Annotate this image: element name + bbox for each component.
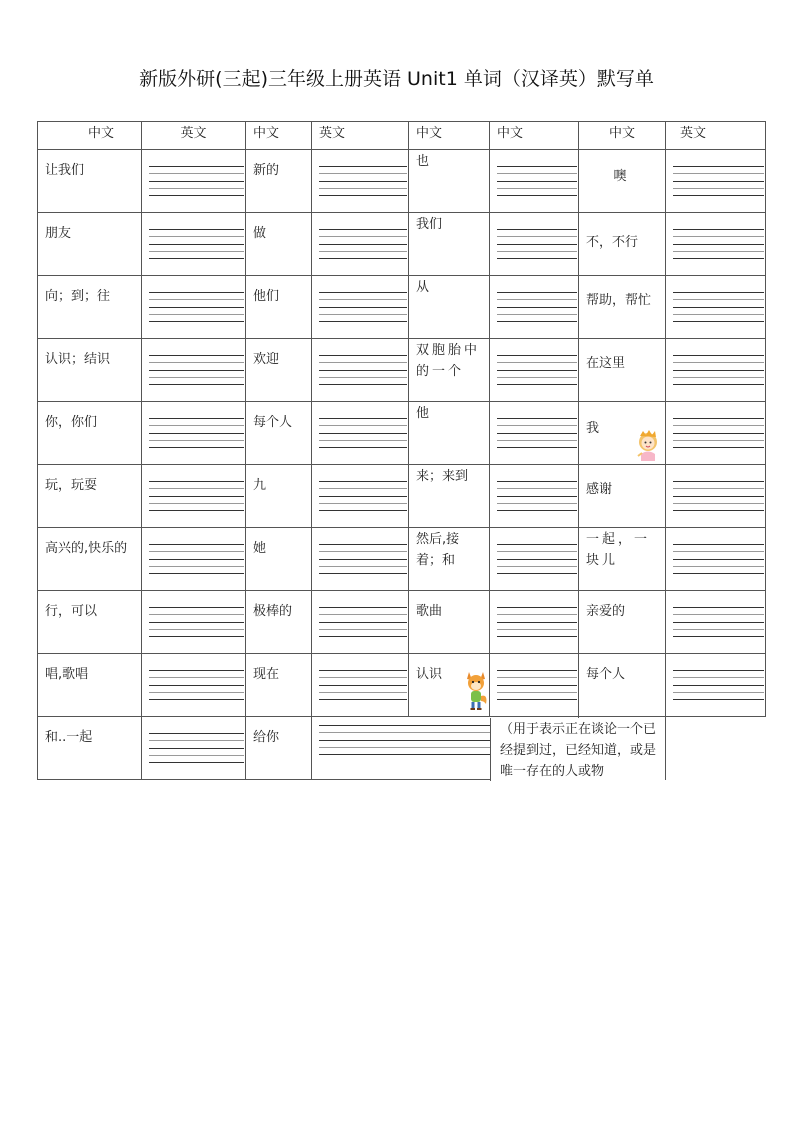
writing-line — [497, 622, 577, 623]
writing-line — [673, 677, 764, 678]
writing-line — [497, 355, 577, 356]
header-row — [38, 122, 766, 150]
answer-blank[interactable] — [312, 213, 409, 276]
header-cell: 中文 — [38, 122, 142, 150]
writing-line — [319, 166, 407, 167]
chinese-cell: 和..一起 — [38, 717, 142, 780]
chinese-cell: 噢 — [579, 150, 666, 213]
writing-line — [497, 166, 577, 167]
writing-line — [673, 292, 764, 293]
writing-line — [497, 629, 577, 630]
answer-blank[interactable] — [312, 276, 409, 339]
writing-line — [497, 418, 577, 419]
writing-line — [319, 258, 407, 259]
chinese-cell: 高兴的,快乐的 — [38, 528, 142, 591]
writing-line — [497, 370, 577, 371]
writing-line — [149, 166, 244, 167]
writing-line — [673, 314, 764, 315]
chinese-cell: 行，可以 — [38, 591, 142, 654]
writing-line — [319, 685, 407, 686]
writing-line — [149, 622, 244, 623]
chinese-cell: 感谢 — [579, 465, 666, 528]
writing-line — [497, 181, 577, 182]
writing-line — [497, 559, 577, 560]
writing-line — [673, 173, 764, 174]
writing-line — [149, 377, 244, 378]
writing-line — [149, 699, 244, 700]
chinese-cell: 唱,歌唱 — [38, 654, 142, 717]
writing-line — [149, 614, 244, 615]
writing-line — [673, 551, 764, 552]
writing-line — [673, 181, 764, 182]
writing-line — [673, 418, 764, 419]
writing-line — [673, 481, 764, 482]
writing-line — [319, 622, 407, 623]
writing-line — [673, 229, 764, 230]
table-row — [38, 402, 766, 465]
writing-line — [497, 607, 577, 608]
chinese-cell: 让我们 — [38, 150, 142, 213]
chinese-cell: 歌曲 — [409, 591, 490, 654]
answer-blank[interactable] — [490, 654, 579, 717]
writing-line — [149, 762, 244, 763]
writing-line — [497, 566, 577, 567]
writing-line — [149, 244, 244, 245]
writing-line — [497, 384, 577, 385]
chinese-cell: 他 — [409, 402, 490, 465]
writing-line — [673, 299, 764, 300]
writing-line — [319, 573, 407, 574]
writing-line — [497, 258, 577, 259]
header-cell: 中文 — [409, 122, 490, 150]
writing-line — [149, 496, 244, 497]
answer-blank[interactable] — [142, 465, 246, 528]
writing-line — [497, 307, 577, 308]
writing-line — [497, 447, 577, 448]
answer-blank[interactable] — [312, 654, 409, 717]
chinese-cell: 我们 — [409, 213, 490, 276]
writing-line — [673, 488, 764, 489]
writing-line — [497, 685, 577, 686]
writing-line — [673, 629, 764, 630]
writing-line — [673, 384, 764, 385]
writing-line — [149, 236, 244, 237]
chinese-cell: 认识；结识 — [38, 339, 142, 402]
writing-line — [149, 677, 244, 678]
writing-line — [149, 433, 244, 434]
chinese-cell: 极棒的 — [246, 591, 312, 654]
writing-line — [497, 433, 577, 434]
answer-blank[interactable] — [490, 528, 579, 591]
writing-line — [319, 173, 407, 174]
writing-line — [673, 622, 764, 623]
writing-line — [673, 607, 764, 608]
writing-line — [673, 425, 764, 426]
writing-line — [497, 551, 577, 552]
answer-blank[interactable] — [666, 276, 766, 339]
writing-line — [673, 307, 764, 308]
writing-line — [673, 433, 764, 434]
writing-line — [149, 551, 244, 552]
writing-line — [497, 299, 577, 300]
writing-line — [319, 377, 407, 378]
writing-line — [673, 244, 764, 245]
writing-line — [497, 244, 577, 245]
chinese-cell: 做 — [246, 213, 312, 276]
writing-line — [149, 488, 244, 489]
chinese-cell: 我 — [579, 402, 666, 465]
writing-line — [319, 370, 407, 371]
chinese-cell: 帮助，帮忙 — [579, 276, 666, 339]
writing-line — [673, 251, 764, 252]
answer-blank[interactable] — [490, 150, 579, 213]
table-row — [38, 150, 766, 213]
writing-line — [673, 236, 764, 237]
answer-blank[interactable] — [142, 150, 246, 213]
table-row — [38, 465, 766, 528]
writing-line — [497, 292, 577, 293]
writing-line — [149, 195, 244, 196]
answer-blank[interactable] — [666, 402, 766, 465]
writing-line — [149, 173, 244, 174]
dictation-table — [37, 121, 766, 780]
writing-line — [149, 503, 244, 504]
writing-line — [497, 488, 577, 489]
answer-blank[interactable] — [312, 528, 409, 591]
writing-line — [319, 614, 407, 615]
answer-blank[interactable] — [490, 213, 579, 276]
writing-line — [497, 251, 577, 252]
writing-line — [497, 692, 577, 693]
writing-line — [673, 195, 764, 196]
writing-line — [149, 355, 244, 356]
writing-line — [319, 692, 407, 693]
writing-line — [149, 292, 244, 293]
writing-line — [149, 447, 244, 448]
writing-line — [319, 496, 407, 497]
answer-blank[interactable] — [312, 150, 409, 213]
writing-line — [673, 440, 764, 441]
writing-line — [497, 321, 577, 322]
writing-line — [673, 370, 764, 371]
writing-line — [149, 188, 244, 189]
writing-line — [319, 510, 407, 511]
chinese-cell: 玩，玩耍 — [38, 465, 142, 528]
writing-line — [149, 314, 244, 315]
writing-line — [149, 733, 244, 734]
writing-line — [319, 236, 407, 237]
writing-line — [149, 251, 244, 252]
writing-line — [497, 362, 577, 363]
writing-line — [319, 355, 407, 356]
writing-line — [673, 544, 764, 545]
writing-line — [319, 551, 407, 552]
header-cell: 中文 — [246, 122, 312, 150]
writing-line — [319, 244, 407, 245]
writing-line — [497, 636, 577, 637]
writing-line — [673, 692, 764, 693]
writing-line — [319, 670, 407, 671]
chinese-cell: 每个人 — [246, 402, 312, 465]
writing-line — [673, 699, 764, 700]
writing-line — [673, 188, 764, 189]
answer-blank[interactable] — [142, 339, 246, 402]
writing-line — [319, 433, 407, 434]
writing-line — [149, 370, 244, 371]
writing-line — [319, 384, 407, 385]
chinese-cell: 向；到；往 — [38, 276, 142, 339]
writing-line — [673, 670, 764, 671]
writing-line — [673, 573, 764, 574]
writing-line — [497, 188, 577, 189]
writing-line — [497, 614, 577, 615]
answer-blank[interactable] — [666, 528, 766, 591]
writing-line — [673, 559, 764, 560]
page-title: 新版外研(三起)三年级上册英语 Unit1 单词（汉译英）默写单 — [139, 68, 654, 90]
writing-line — [319, 418, 407, 419]
writing-line — [497, 699, 577, 700]
answer-blank[interactable] — [666, 654, 766, 717]
writing-line — [149, 573, 244, 574]
writing-line — [319, 559, 407, 560]
chinese-cell: 她 — [246, 528, 312, 591]
answer-blank[interactable] — [142, 528, 246, 591]
chinese-cell: 给你 — [246, 717, 312, 780]
writing-line — [497, 544, 577, 545]
answer-blank[interactable] — [312, 591, 409, 654]
writing-line — [673, 566, 764, 567]
writing-line — [673, 258, 764, 259]
writing-line — [319, 195, 407, 196]
writing-line — [673, 355, 764, 356]
writing-line — [673, 166, 764, 167]
answer-blank[interactable] — [142, 213, 246, 276]
answer-blank[interactable] — [490, 591, 579, 654]
writing-line — [319, 699, 407, 700]
chinese-cell: 现在 — [246, 654, 312, 717]
writing-line — [149, 181, 244, 182]
writing-line — [149, 510, 244, 511]
writing-line — [497, 425, 577, 426]
writing-line — [497, 314, 577, 315]
chinese-cell: 从 — [409, 276, 490, 339]
writing-line — [497, 440, 577, 441]
answer-blank[interactable] — [312, 339, 409, 402]
answer-blank[interactable] — [142, 591, 246, 654]
chinese-cell: 你，你们 — [38, 402, 142, 465]
writing-line — [149, 755, 244, 756]
writing-line — [319, 503, 407, 504]
writing-line — [497, 670, 577, 671]
answer-blank[interactable] — [666, 591, 766, 654]
writing-line — [319, 677, 407, 678]
answer-blank[interactable] — [312, 402, 409, 465]
answer-blank[interactable] — [490, 402, 579, 465]
writing-line — [319, 629, 407, 630]
header-cell: 英文 — [142, 122, 246, 150]
writing-line — [149, 629, 244, 630]
writing-line — [497, 503, 577, 504]
answer-blank[interactable] — [490, 276, 579, 339]
writing-line — [319, 447, 407, 448]
writing-line — [149, 362, 244, 363]
table-row — [38, 654, 766, 717]
writing-line — [497, 481, 577, 482]
writing-line — [149, 748, 244, 749]
cartoon-fox-icon — [463, 668, 489, 712]
writing-line — [149, 425, 244, 426]
writing-line — [149, 740, 244, 741]
writing-line — [149, 636, 244, 637]
writing-line — [149, 685, 244, 686]
table-row — [38, 339, 766, 402]
answer-blank[interactable] — [490, 465, 579, 528]
writing-line — [319, 544, 407, 545]
writing-line — [149, 440, 244, 441]
writing-line — [497, 173, 577, 174]
writing-line — [497, 677, 577, 678]
writing-line — [497, 510, 577, 511]
answer-blank[interactable] — [142, 717, 246, 780]
chinese-cell: 朋友 — [38, 213, 142, 276]
chinese-cell: 然后,接着；和 — [409, 528, 490, 591]
writing-line — [319, 251, 407, 252]
chinese-cell: 九 — [246, 465, 312, 528]
writing-line — [149, 692, 244, 693]
answer-blank[interactable] — [142, 654, 246, 717]
writing-line — [673, 377, 764, 378]
writing-line — [497, 377, 577, 378]
chinese-cell: 在这里 — [579, 339, 666, 402]
writing-line — [319, 188, 407, 189]
writing-line — [149, 559, 244, 560]
usage-note: （用于表示正在谈论一个已经提到过，已经知道，或是唯一存在的人或物 — [490, 718, 665, 781]
writing-line — [319, 481, 407, 482]
writing-line — [319, 229, 407, 230]
cartoon-girl-icon — [633, 430, 663, 464]
writing-line — [497, 195, 577, 196]
writing-line — [673, 321, 764, 322]
answer-blank[interactable] — [666, 465, 766, 528]
writing-line — [673, 510, 764, 511]
header-cell: 中文 — [579, 122, 666, 150]
header-cell: 中文 — [490, 122, 579, 150]
chinese-cell: 每个人 — [579, 654, 666, 717]
writing-line — [497, 573, 577, 574]
writing-line — [149, 607, 244, 608]
writing-line — [319, 440, 407, 441]
writing-line — [319, 314, 407, 315]
writing-line — [319, 566, 407, 567]
chinese-cell: 他们 — [246, 276, 312, 339]
writing-line — [497, 229, 577, 230]
writing-line — [149, 321, 244, 322]
writing-line — [673, 614, 764, 615]
answer-blank[interactable] — [666, 213, 766, 276]
writing-line — [673, 685, 764, 686]
writing-line — [673, 503, 764, 504]
writing-line — [673, 636, 764, 637]
answer-blank[interactable] — [666, 150, 766, 213]
writing-line — [149, 229, 244, 230]
answer-blank[interactable] — [142, 402, 246, 465]
writing-line — [319, 292, 407, 293]
writing-line — [319, 362, 407, 363]
writing-line — [319, 307, 407, 308]
table-row — [38, 591, 766, 654]
writing-line — [319, 425, 407, 426]
answer-blank[interactable] — [666, 339, 766, 402]
writing-line — [149, 258, 244, 259]
writing-line — [319, 488, 407, 489]
chinese-cell: 亲爱的 — [579, 591, 666, 654]
writing-line — [149, 299, 244, 300]
writing-line — [319, 321, 407, 322]
header-cell: 英文 — [312, 122, 409, 150]
writing-line — [149, 544, 244, 545]
table-row — [38, 213, 766, 276]
chinese-cell: 认识 — [409, 654, 490, 717]
writing-line — [149, 384, 244, 385]
answer-blank[interactable] — [142, 276, 246, 339]
chinese-cell: 新的 — [246, 150, 312, 213]
chinese-cell: 也 — [409, 150, 490, 213]
writing-line — [149, 670, 244, 671]
chinese-cell: 一起，一块儿 — [579, 528, 666, 591]
chinese-cell: 欢迎 — [246, 339, 312, 402]
chinese-cell: 来；来到 — [409, 465, 490, 528]
writing-line — [149, 307, 244, 308]
table-row — [38, 276, 766, 339]
writing-line — [673, 447, 764, 448]
chinese-cell: 不，不行 — [579, 213, 666, 276]
answer-blank[interactable] — [490, 339, 579, 402]
writing-line — [149, 566, 244, 567]
writing-line — [319, 607, 407, 608]
answer-blank[interactable] — [312, 465, 409, 528]
writing-line — [149, 418, 244, 419]
header-cell: 英文 — [666, 122, 766, 150]
writing-line — [319, 636, 407, 637]
writing-line — [149, 481, 244, 482]
table-row — [38, 528, 766, 591]
writing-line — [319, 181, 407, 182]
writing-line — [497, 236, 577, 237]
writing-line — [673, 362, 764, 363]
writing-line — [319, 299, 407, 300]
writing-line — [497, 496, 577, 497]
writing-line — [673, 496, 764, 497]
chinese-cell: 双胞胎中的一个 — [409, 339, 490, 402]
